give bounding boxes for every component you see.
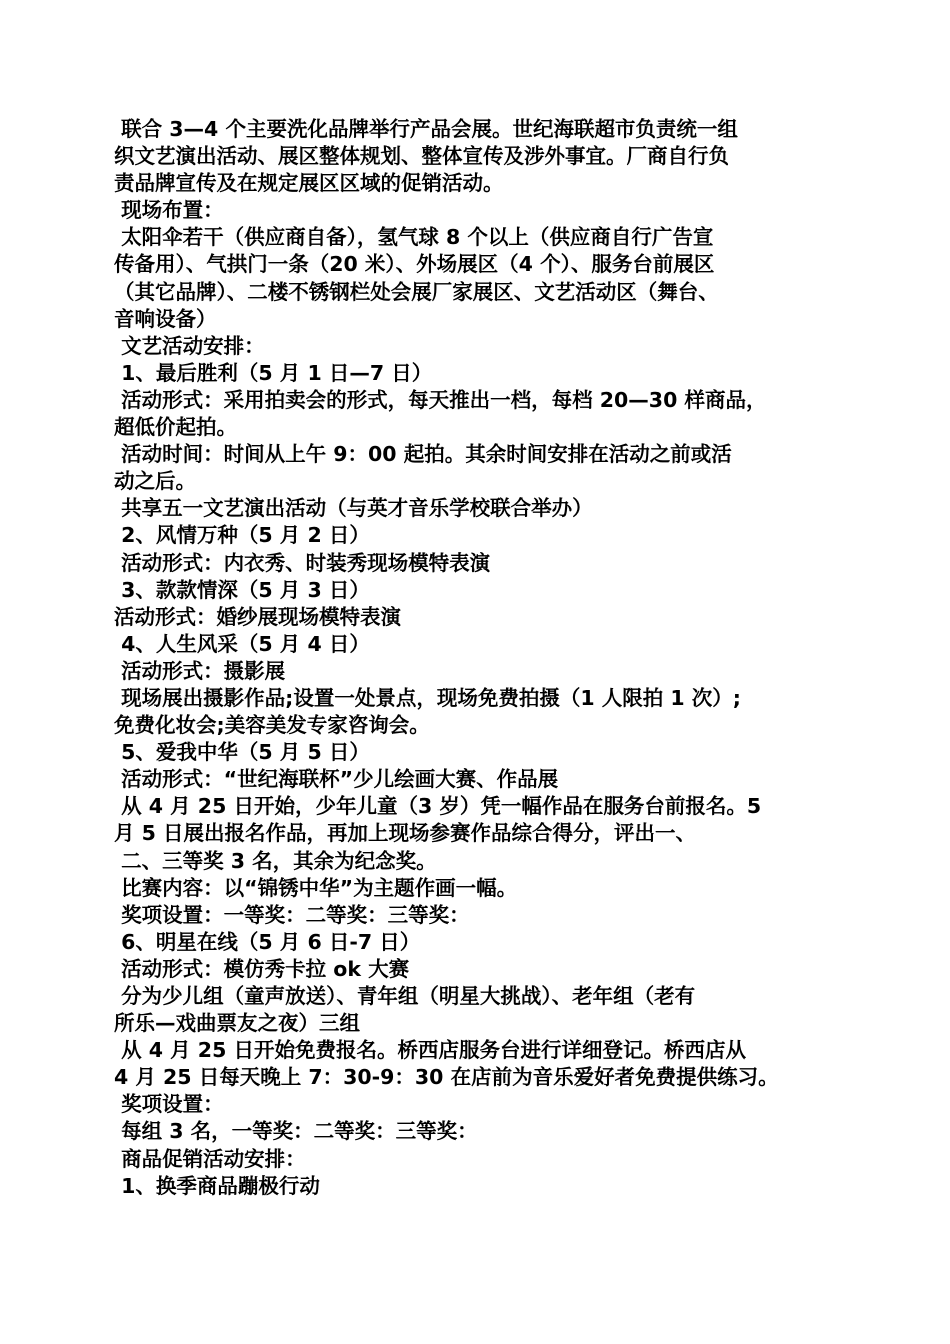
text-line: 传备用）、气拱门一条（20 米）、外场展区（4 个）、服务台前展区 — [114, 252, 715, 277]
text-line: 织文艺演出活动、展区整体规划、整体宣传及涉外事宜。厂商自行负 — [114, 144, 729, 169]
text-line: 从 4 月 25 日开始免费报名。桥西店服务台进行详细登记。桥西店从 — [114, 1038, 746, 1063]
activity-title: 1、最后胜利（5 月 1 日—7 日） — [114, 360, 433, 385]
text-line: 活动形式：内衣秀、时装秀现场模特表演 — [114, 550, 491, 575]
section-heading: 商品促销活动安排： — [114, 1146, 306, 1171]
activity-title: 2、风情万种（5 月 2 日） — [114, 523, 370, 548]
activity-title: 4、人生风采（5 月 4 日） — [114, 631, 370, 656]
section-heading: 共享五一文艺演出活动（与英才音乐学校联合举办） — [114, 496, 593, 521]
text-line: （其它品牌）、二楼不锈钢栏处会展厂家展区、文艺活动区（舞台、 — [114, 279, 719, 304]
text-line: 奖项设置：一等奖：二等奖：三等奖： — [114, 902, 470, 927]
text-line: 活动形式：采用拍卖会的形式，每天推出一档，每档 20—30 样商品， — [114, 387, 767, 412]
text-line: 活动形式：摄影展 — [114, 658, 286, 683]
text-line: 太阳伞若干（供应商自备），氢气球 8 个以上（供应商自行广告宣 — [114, 225, 714, 250]
activity-title: 3、款款情深（5 月 3 日） — [114, 577, 370, 602]
text-line: 活动形式：婚纱展现场模特表演 — [114, 604, 401, 629]
activity-title: 5、爱我中华（5 月 5 日） — [114, 740, 370, 765]
text-line: 每组 3 名，一等奖：二等奖：三等奖： — [114, 1119, 478, 1144]
text-line: 现场展出摄影作品;设置一处景点，现场免费拍摄（1 人限拍 1 次）; — [114, 685, 741, 710]
text-line: 音响设备） — [114, 306, 217, 331]
text-line: 免费化妆会;美容美发专家咨询会。 — [114, 713, 430, 738]
text-line: 月 5 日展出报名作品，再加上现场参赛作品综合得分，评出一、 — [114, 821, 697, 846]
activity-title: 1、换季商品蹦极行动 — [114, 1173, 320, 1198]
text-line: 奖项设置： — [114, 1092, 224, 1117]
text-line: 联合 3—4 个主要洗化品牌举行产品会展。世纪海联超市负责统一组 — [114, 117, 738, 141]
text-line: 责品牌宣传及在规定展区区域的促销活动。 — [114, 171, 504, 196]
document-body — [114, 116, 842, 1200]
text-line: 活动形式：模仿秀卡拉 ok 大赛 — [114, 956, 410, 981]
text-line: 分为少儿组（童声放送）、青年组（明星大挑战）、老年组（老有 — [114, 984, 696, 1008]
activity-title: 6、明星在线（5 月 6 日-7 日） — [114, 929, 421, 954]
text-line: 活动时间：时间从上午 9：00 起拍。其余时间安排在活动之前或活 — [114, 442, 732, 467]
text-line: 超低价起拍。 — [114, 415, 237, 440]
section-heading: 文艺活动安排： — [114, 333, 265, 358]
text-line: 活动形式：“世纪海联杯”少儿绘画大赛、作品展 — [114, 767, 559, 792]
section-heading: 现场布置： — [114, 198, 224, 223]
text-line: 所乐—戏曲票友之夜）三组 — [114, 1011, 360, 1036]
text-line: 动之后。 — [114, 469, 196, 494]
text-line: 4 月 25 日每天晚上 7：30-9：30 在店前为音乐爱好者免费提供练习。 — [114, 1065, 779, 1090]
text-line: 二、三等奖 3 名，其余为纪念奖。 — [114, 848, 437, 873]
text-line: 从 4 月 25 日开始，少年儿童（3 岁）凭一幅作品在服务台前报名。5 — [114, 794, 762, 819]
text-line: 比赛内容：以“锦锈中华”为主题作画一幅。 — [114, 875, 518, 900]
